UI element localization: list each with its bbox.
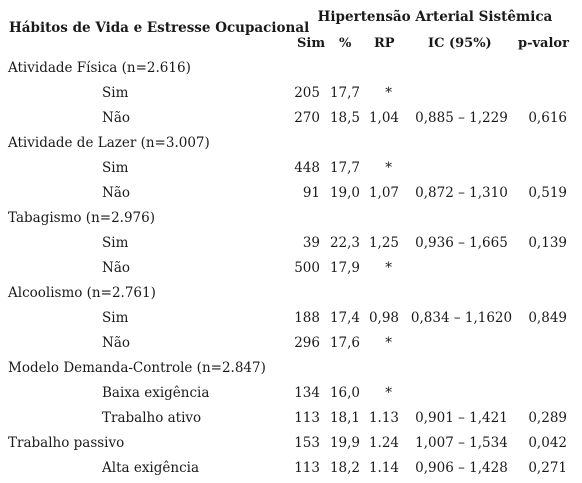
cell-rp: 1.14 <box>368 460 399 476</box>
table-row <box>0 458 582 478</box>
cell-rp: 1,25 <box>368 235 399 251</box>
cell-sim: 91 <box>302 185 320 201</box>
row-label: Trabalho passivo <box>8 435 125 451</box>
cell-rp: * <box>385 385 392 401</box>
row-label: Alcoolismo (n=2.761) <box>8 285 156 301</box>
col-header-sim: Sim <box>297 36 326 51</box>
cell-rp: * <box>385 260 392 276</box>
cell-rp: * <box>385 85 392 101</box>
cell-sim: 205 <box>294 85 320 101</box>
row-label: Baixa exigência <box>102 385 210 401</box>
cell-ic: 0,872 – 1,310 <box>415 185 508 201</box>
row-label: Trabalho ativo <box>102 410 202 426</box>
row-label: Modelo Demanda-Controle (n=2.847) <box>8 360 266 376</box>
cell-pct: 17,9 <box>329 260 360 276</box>
cell-pct: 22,3 <box>329 235 360 251</box>
cell-ic: 0,936 – 1,665 <box>415 235 508 251</box>
table-row <box>0 308 582 328</box>
cell-p-value: 0,271 <box>528 460 567 476</box>
cell-rp: 1,04 <box>368 110 399 126</box>
cell-pct: 17,7 <box>329 160 360 176</box>
row-label: Não <box>102 335 130 351</box>
cell-sim: 500 <box>294 260 320 276</box>
table-group-row <box>0 358 582 378</box>
cell-pct: 17,6 <box>329 335 360 351</box>
table-row <box>0 233 582 253</box>
cell-sim: 270 <box>294 110 320 126</box>
row-label: Não <box>102 110 130 126</box>
row-label: Não <box>102 260 130 276</box>
table-group-row <box>0 58 582 78</box>
row-label: Sim <box>102 160 129 176</box>
cell-p-value: 0,616 <box>528 110 567 126</box>
cell-pct: 18,1 <box>329 410 360 426</box>
cell-rp: * <box>385 335 392 351</box>
table-row <box>0 333 582 353</box>
table-row <box>0 108 582 128</box>
table-group-row <box>0 133 582 153</box>
col-header-p: p-valor <box>518 36 569 51</box>
row-label: Sim <box>102 235 129 251</box>
cell-p-value: 0,289 <box>528 410 567 426</box>
table-group-row <box>0 208 582 228</box>
cell-rp: 1.13 <box>368 410 399 426</box>
row-label: Sim <box>102 310 129 326</box>
cell-p-value: 0,849 <box>528 310 567 326</box>
cell-sim: 39 <box>302 235 320 251</box>
table-row <box>0 183 582 203</box>
table-row <box>0 383 582 403</box>
table-row <box>0 258 582 278</box>
cell-pct: 18,5 <box>329 110 360 126</box>
cell-ic: 0,834 – 1,1620 <box>410 310 513 326</box>
cell-rp: 1.24 <box>368 435 399 451</box>
group-header: Hipertensão Arterial Sistêmica <box>317 9 553 25</box>
row-label: Alta exigência <box>102 460 200 476</box>
cell-p-value: 0,519 <box>528 185 567 201</box>
cell-pct: 16,0 <box>329 385 360 401</box>
cell-sim: 113 <box>294 410 320 426</box>
cell-p-value: 0,139 <box>528 235 567 251</box>
col-header-ic: IC (95%) <box>428 36 492 51</box>
row-label: Não <box>102 185 130 201</box>
cell-ic: 0,906 – 1,428 <box>415 460 508 476</box>
cell-p-value: 0,042 <box>528 435 567 451</box>
cell-sim: 296 <box>294 335 320 351</box>
cell-sim: 153 <box>294 435 320 451</box>
cell-sim: 188 <box>294 310 320 326</box>
cell-rp: 0,98 <box>368 310 399 326</box>
cell-sim: 448 <box>294 160 320 176</box>
cell-pct: 19,9 <box>329 435 360 451</box>
table-group-row <box>0 283 582 303</box>
row-header: Hábitos de Vida e Estresse Ocupacional <box>9 20 310 36</box>
col-header-rp: RP <box>374 36 395 51</box>
col-header-pct: % <box>339 36 352 51</box>
table-row <box>0 158 582 178</box>
table-row <box>0 83 582 103</box>
table-group-row <box>0 433 582 453</box>
cell-rp: * <box>385 160 392 176</box>
cell-sim: 113 <box>294 460 320 476</box>
cell-pct: 19,0 <box>329 185 360 201</box>
cell-pct: 17,4 <box>329 310 360 326</box>
table-row <box>0 408 582 428</box>
row-label: Atividade Física (n=2.616) <box>8 60 191 76</box>
cell-rp: 1,07 <box>368 185 399 201</box>
row-label: Tabagismo (n=2.976) <box>8 210 155 226</box>
cell-sim: 134 <box>294 385 320 401</box>
cell-ic: 1,007 – 1,534 <box>415 435 508 451</box>
cell-ic: 0,885 – 1,229 <box>415 110 508 126</box>
row-label: Atividade de Lazer (n=3.007) <box>8 135 210 151</box>
cell-ic: 0,901 – 1,421 <box>415 410 508 426</box>
row-label: Sim <box>102 85 129 101</box>
cell-pct: 18,2 <box>329 460 360 476</box>
cell-pct: 17,7 <box>329 85 360 101</box>
